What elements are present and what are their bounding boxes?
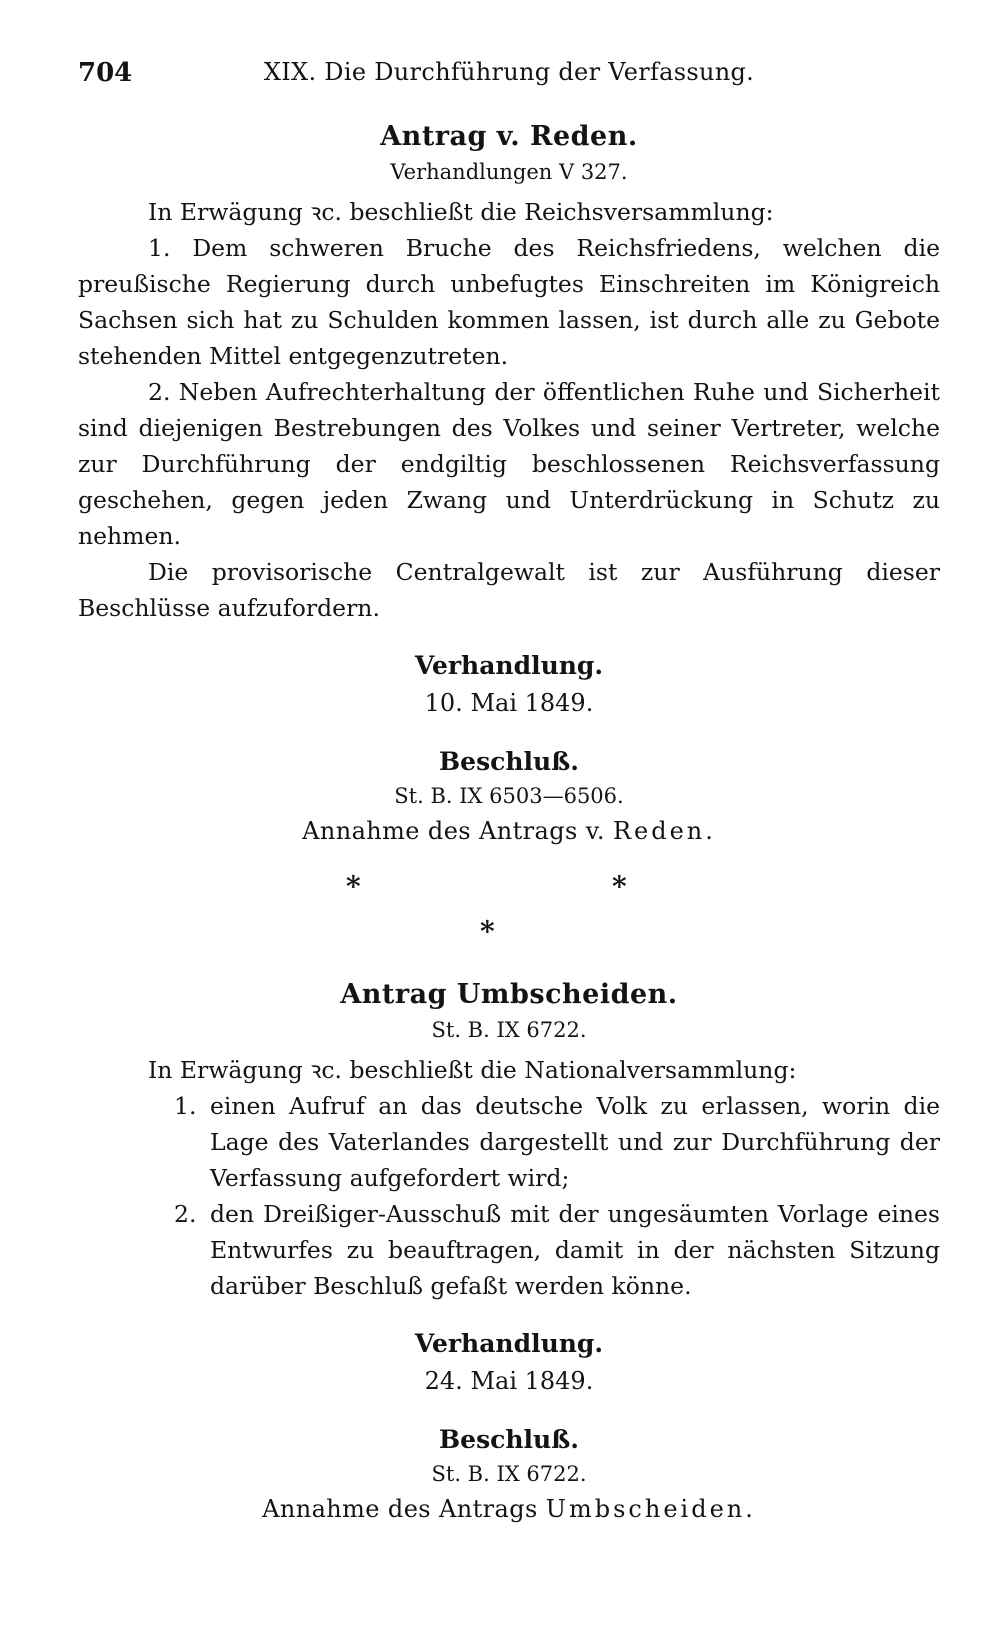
motion-reference: St. B. IX 6722. [431, 1018, 587, 1042]
running-head [78, 58, 940, 98]
motion-heading: Antrag v. Reden. [380, 121, 638, 152]
separator-star: * [612, 870, 627, 903]
negotiation-heading: Verhandlung. [414, 651, 604, 680]
motion-reference: Verhandlungen V 327. [390, 160, 628, 184]
list-item [78, 1088, 940, 1196]
motion-paragraph-2: 2. Neben Aufrechterhaltung der öffentlichen Ruhe und Sicherheit sind diejenigen Bestrebungen des Volkes und seiner Vertreter, welche zur Durchführung der endgiltig beschlossenen Reichsverfassung geschehen, gegen jeden Zwang und Unterdrückung in Schutz zu nehmen. [78, 378, 940, 550]
decision-heading: Beschluß. [439, 1425, 579, 1454]
list-item-text: einen Aufruf an das deutsche Volk zu erlassen, worin die Lage des Vaterlandes dargestellt und zur Durchführung der Verfassung aufgefordert wird; [210, 1092, 940, 1192]
motion-intro: In Erwägung ꝛc. beschließt die Nationalversammlung: [148, 1056, 797, 1084]
decision-name: Reden. [612, 817, 716, 845]
asterism-separator [78, 860, 940, 970]
motion-heading: Antrag Umbscheiden. [340, 979, 678, 1010]
list-item-number: 1. [174, 1092, 197, 1120]
motion-intro: In Erwägung ꝛc. beschließt die Reichsversammlung: [148, 198, 774, 226]
page [78, 58, 940, 1528]
running-title: XIX. Die Durchführung der Verfassung. [263, 58, 755, 86]
decision-text [78, 1490, 940, 1528]
motion-reden-section [78, 118, 940, 850]
decision-reference: St. B. IX 6722. [431, 1462, 587, 1486]
negotiation-date: 10. Mai 1849. [424, 689, 594, 717]
negotiation-date: 24. Mai 1849. [424, 1367, 594, 1395]
negotiation-heading: Verhandlung. [414, 1329, 604, 1358]
motion-umbscheiden-section [78, 976, 940, 1528]
list-item [78, 1196, 940, 1304]
separator-star: * [346, 870, 361, 903]
motion-paragraph-3: Die provisorische Centralgewalt ist zur Ausführung dieser Beschlüsse aufzufordern. [78, 558, 940, 622]
decision-heading: Beschluß. [439, 747, 579, 776]
decision-name: Umbscheiden. [545, 1495, 756, 1523]
decision-reference: St. B. IX 6503—6506. [394, 784, 624, 808]
decision-text [78, 812, 940, 850]
motion-paragraph-1: 1. Dem schweren Bruche des Reichsfriedens, welchen die preußische Regierung durch unbefugtes Einschreiten im Königreich Sachsen sich hat zu Schulden kommen lassen, ist durch alle zu Gebote stehenden Mittel entgegenzutreten. [78, 234, 940, 370]
decision-prefix: Annahme des Antrags v. [302, 817, 605, 845]
list-item-text: den Dreißiger-Ausschuß mit der ungesäumten Vorlage eines Entwurfes zu beauftragen, damit in der nächsten Sitzung darüber Beschluß gefaßt werden könne. [210, 1200, 940, 1300]
separator-star: * [480, 915, 495, 948]
decision-prefix: Annahme des Antrags [262, 1495, 538, 1523]
list-item-number: 2. [174, 1200, 197, 1228]
page-number: 704 [78, 58, 133, 88]
